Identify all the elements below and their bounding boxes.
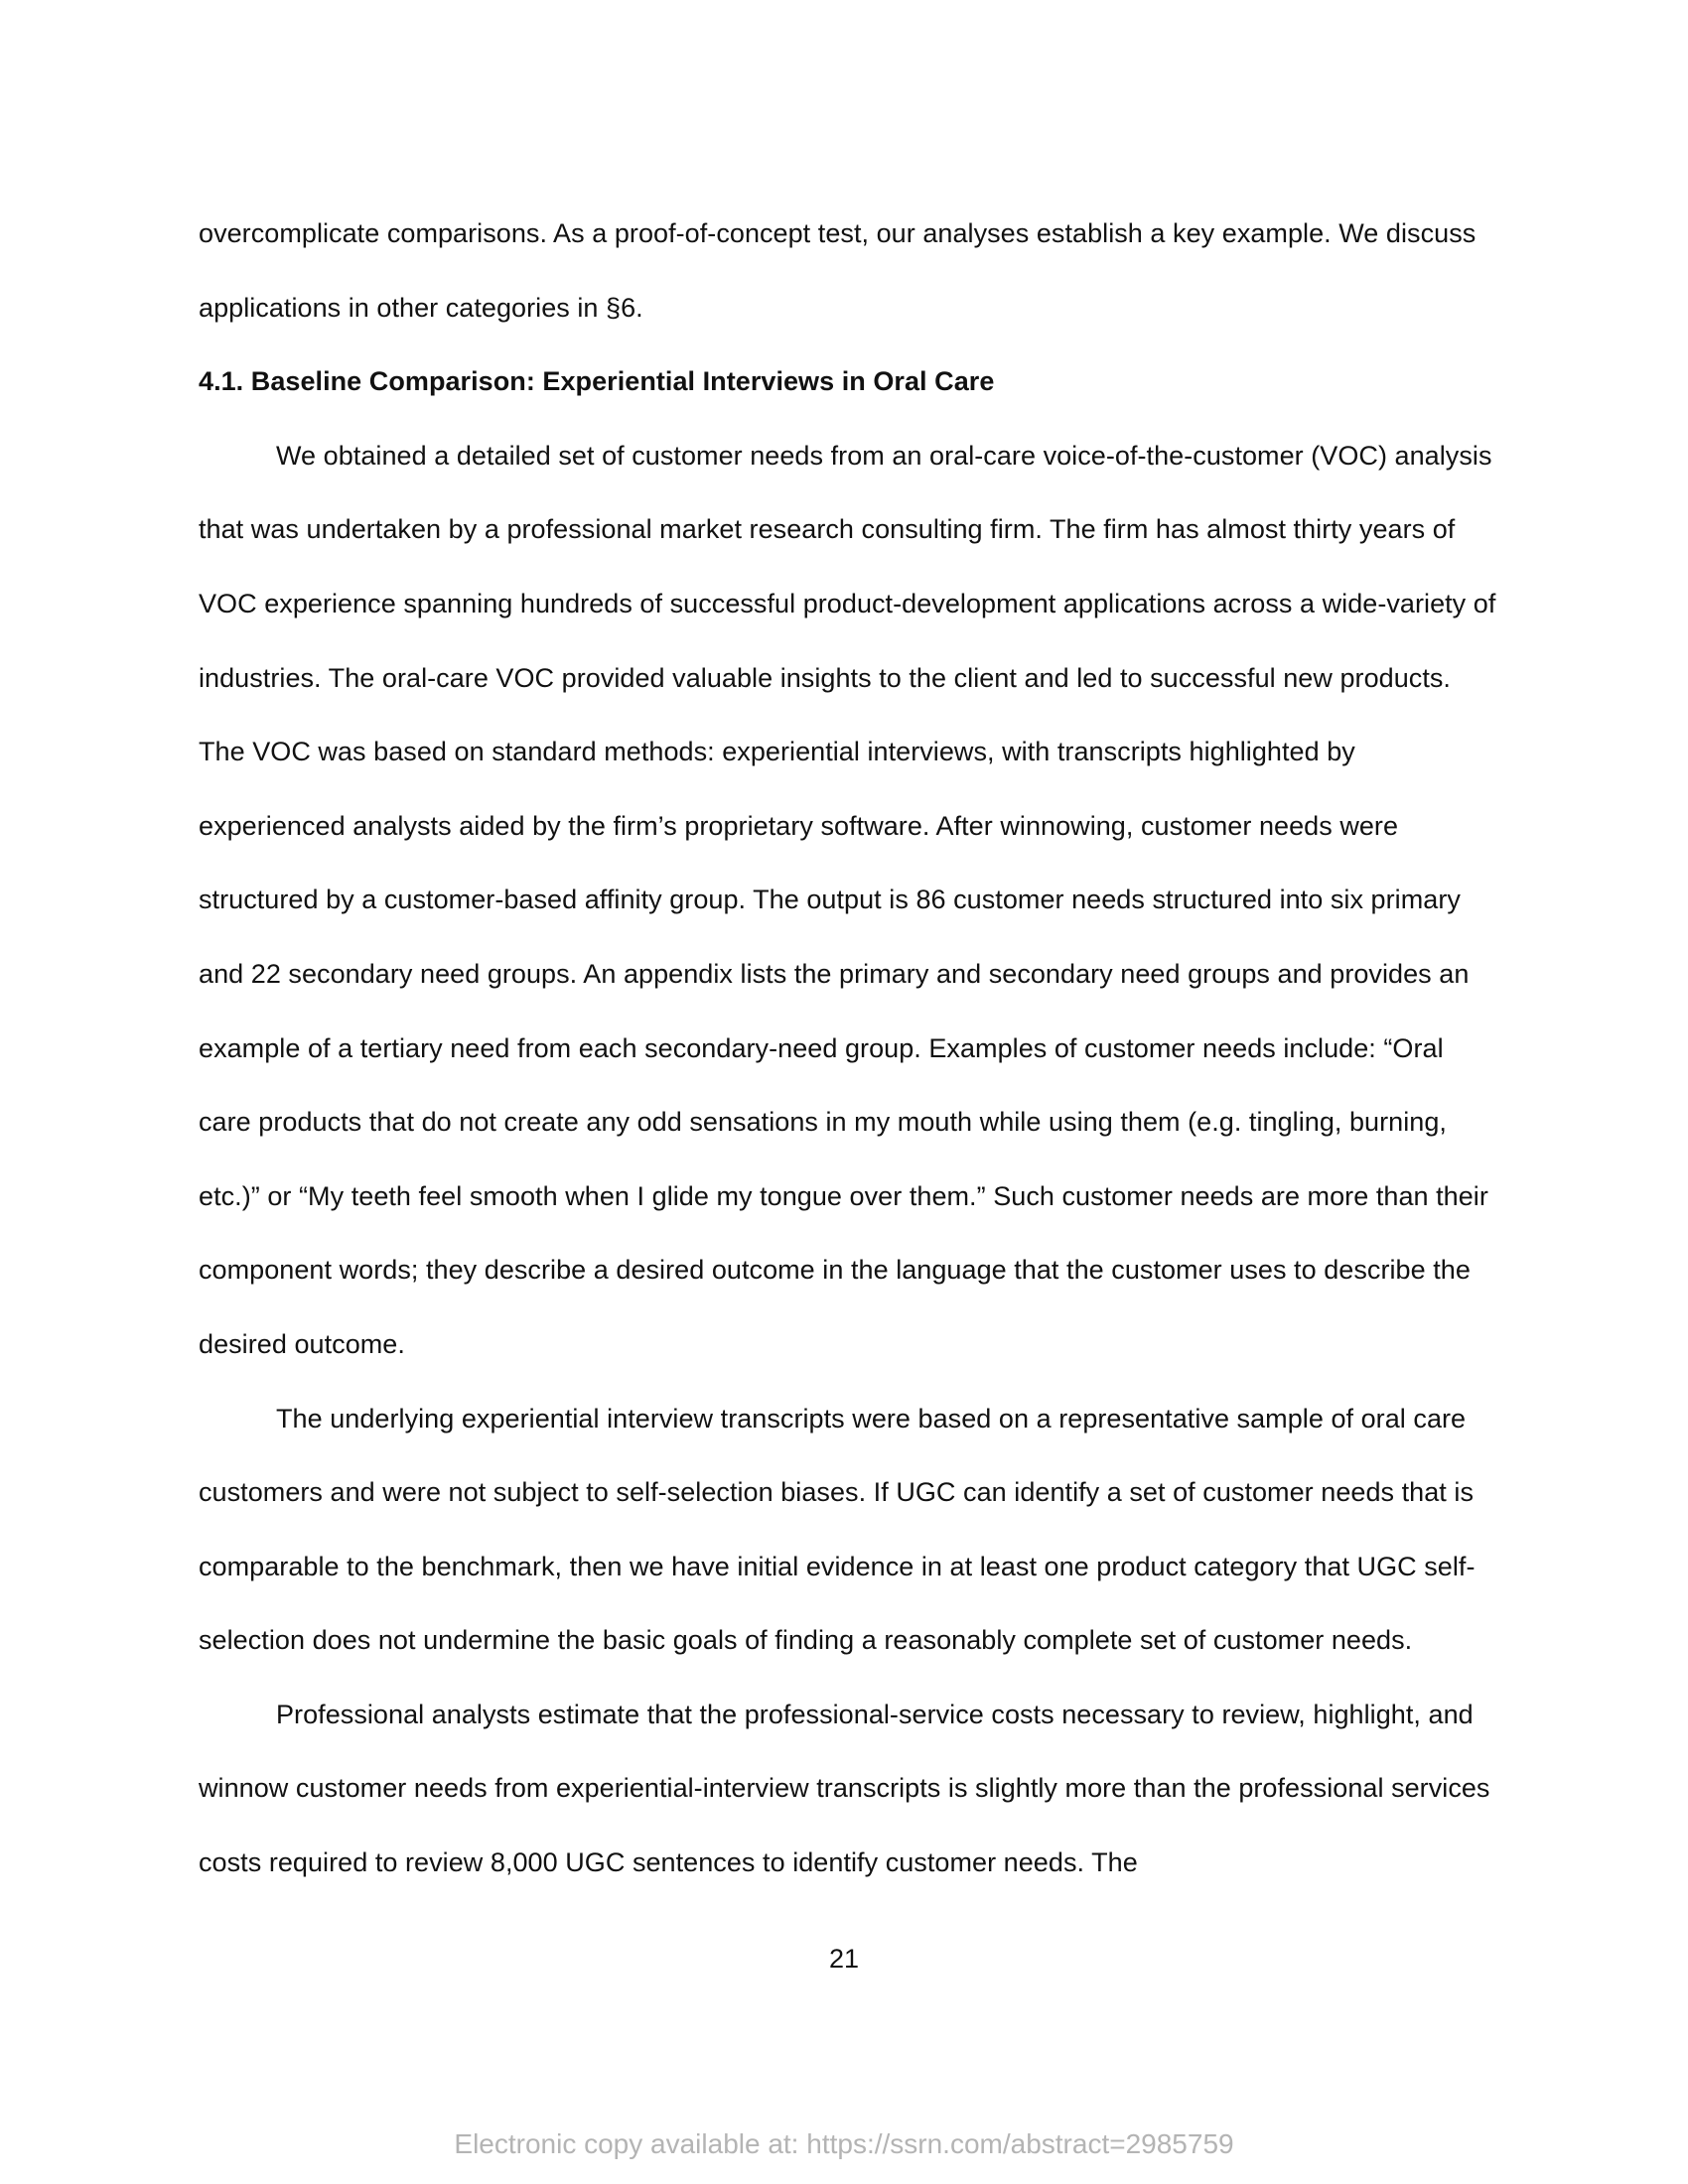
page-number: 21 (828, 1944, 860, 1974)
paragraph-continuation: overcomplicate comparisons. As a proof-of-concept test, our analyses establish a key example. We discuss applications in other categories in §6. (199, 218, 1477, 323)
paragraph-costs: Professional analysts estimate that the professional-service costs necessary to review, highlight, and winnow customer needs from experiential-interview transcripts is slightly more than the professional services costs required to review 8,000 UGC sentences to identify customer needs. The (199, 1699, 1490, 1878)
paragraph-voc: We obtained a detailed set of customer needs from an oral-care voice-of-the-customer (VOC) analysis that was undertaken by a professional market research consulting firm. The firm has almost thirty years of VOC experience spanning hundreds of successful product-development applications across a wide-variety of industries. The oral-care VOC provided valuable insights to the client and led to successful new products. The VOC was based on standard methods: experiential interviews, with transcripts highlighted by experienced analysts aided by the firm’s proprietary software. After winnowing, customer needs were structured by a customer-based affinity group. The output is 86 customer needs structured into six primary and 22 secondary need groups. An appendix lists the primary and secondary need groups and provides an example of a tertiary need from each secondary-need group. Examples of customer needs include: “Oral care products that do not create any odd sensations in my mouth while using them (e.g. tingling, burning, etc.)” or “My teeth feel smooth when I glide my tongue over them.” Such customer needs are more than their component words; they describe a desired outcome in the language that the customer uses to describe the desired outcome. (199, 440, 1496, 1359)
section-heading-4-1: 4.1. Baseline Comparison: Experiential Interviews in Oral Care (199, 366, 995, 397)
body-text (199, 197, 1499, 1900)
ssrn-footer-link[interactable]: Electronic copy available at: https://ssrn.com/abstract=2985759 (454, 2128, 1234, 2159)
paragraph-transcripts: The underlying experiential interview transcripts were based on a representative sample of oral care customers and were not subject to self-selection biases. If UGC can identify a set of customer needs that is comparable to the benchmark, then we have initial evidence in at least one product category that UGC self-selection does not undermine the basic goals of finding a reasonably complete set of customer needs. (199, 1403, 1476, 1656)
